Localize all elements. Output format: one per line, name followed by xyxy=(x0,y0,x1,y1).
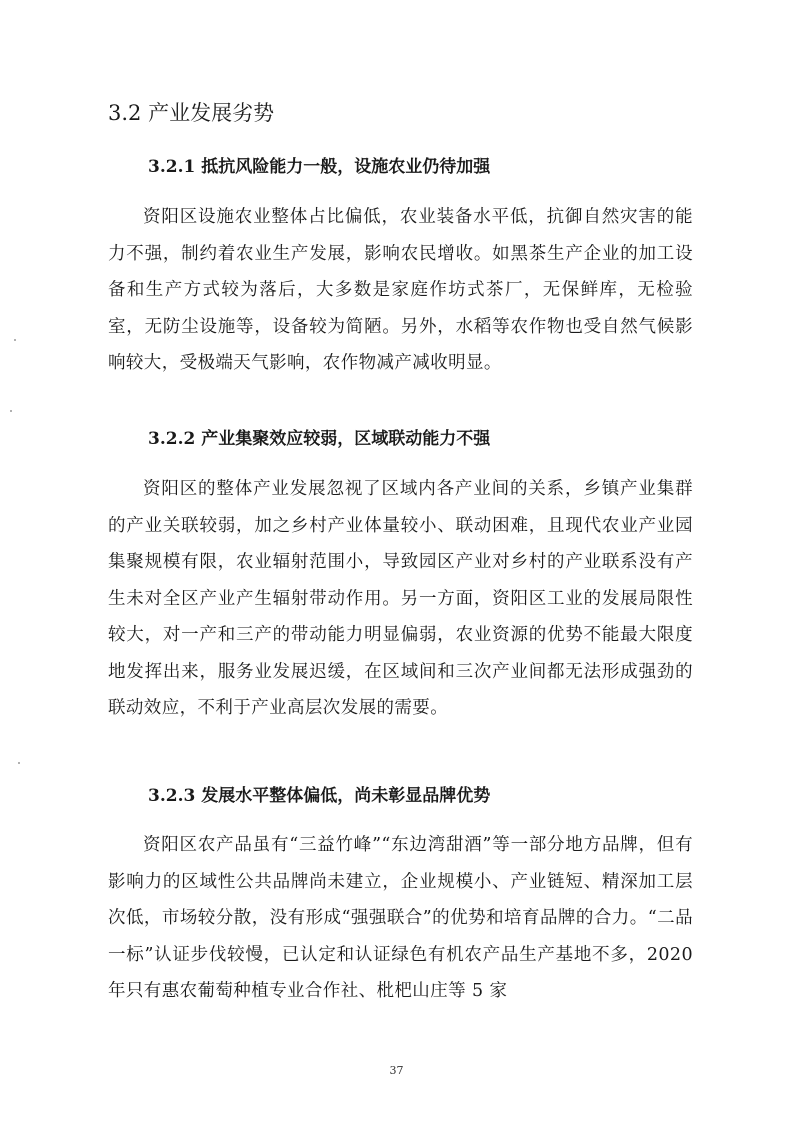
paragraph-3-2-2: 资阳区的整体产业发展忽视了区域内各产业间的关系，乡镇产业集群的产业关联较弱，加之乡村产业体量较小、联动困难，且现代农业产业园集聚规模有限，农业辐射范围小，导致园区产业对乡村的产业联系没有产生未对全区产业产生辐射带动作用。另一方面，资阳区工业的发展局限性较大，对一产和三产的带动能力明显偏弱，农业资源的优势不能最大限度地发挥出来，服务业发展迟缓，在区域间和三次产业间都无法形成强劲的联动效应，不利于产业高层次发展的需要。 xyxy=(108,479,693,718)
paragraph-3-2-1: 资阳区设施农业整体占比偏低，农业装备水平低，抗御自然灾害的能力不强，制约着农业生产发展，影响农民增收。如黑茶生产企业的加工设备和生产方式较为落后，大多数是家庭作坊式茶厂，无保鲜库，无检验室，无防尘设施等，设备较为简陋。另外，水稻等农作物也受自然气候影响较大，受极端天气影响，农作物减产减收明显。 xyxy=(108,207,693,373)
section-heading: 3.2 产业发展劣势 xyxy=(108,101,275,125)
page-number: 37 xyxy=(389,1064,404,1077)
subsection-heading-3-2-3: 3.2.3 发展水平整体偏低，尚未彰显品牌优势 xyxy=(148,786,491,806)
subsection-heading-3-2-2: 3.2.2 产业集聚效应较弱，区域联动能力不强 xyxy=(148,429,491,449)
paragraph-3-2-3: 资阳区农产品虽有“三益竹峰”“东边湾甜酒”等一部分地方品牌，但有影响力的区域性公共品牌尚未建立，企业规模小、产业链短、精深加工层次低，市场较分散，没有形成“强强联合”的优势和培育品牌的合力。“二品一标”认证步伐较慢，已认定和认证绿色有机农产品生产基地不多，2020 年只有惠农葡萄种植专业合作社、枇杷山庄等 5 家 xyxy=(108,835,693,1001)
subsection-heading-3-2-1: 3.2.1 抵抗风险能力一般，设施农业仍待加强 xyxy=(148,157,491,177)
scan-speck xyxy=(14,339,16,341)
scan-speck xyxy=(10,410,12,412)
scan-speck xyxy=(18,762,20,764)
